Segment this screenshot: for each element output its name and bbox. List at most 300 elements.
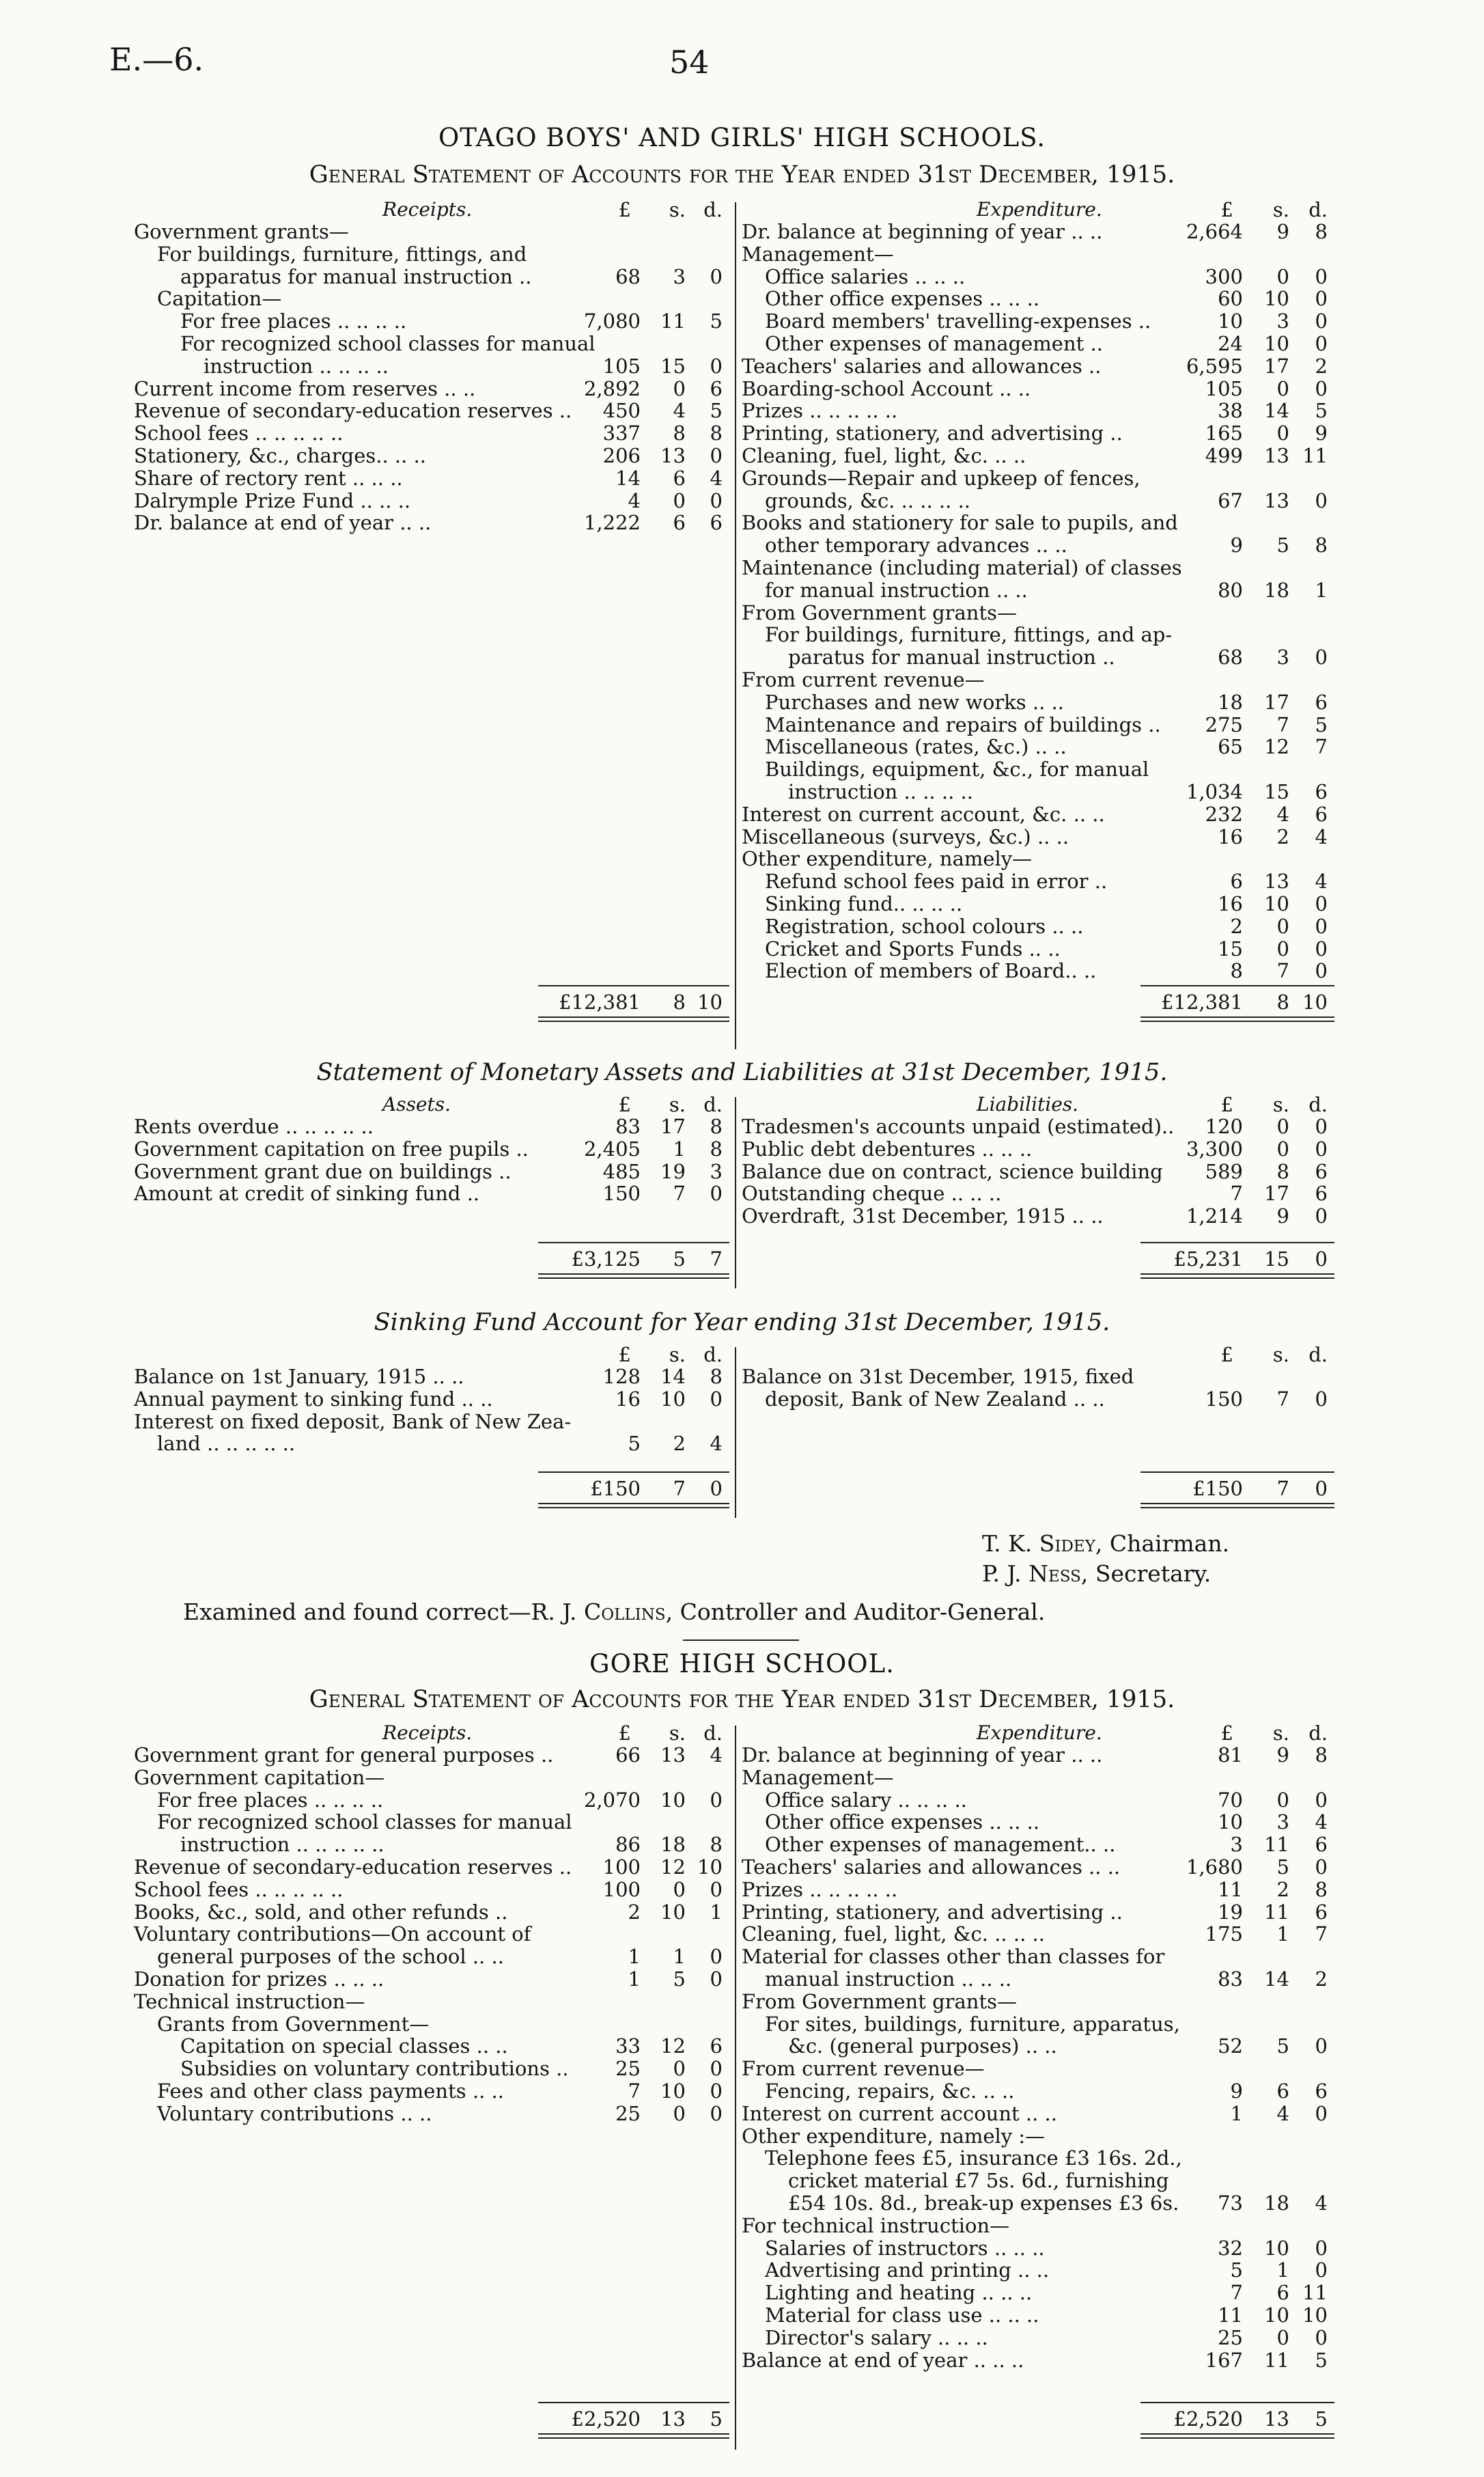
asset-row-pounds: 2,405 [583,1137,641,1161]
sinking-right-total-rule-top [1140,1471,1334,1473]
liabilities-total-rule-double [1140,1277,1334,1279]
gore-receipt-row-pence: 10 [697,1855,723,1879]
gore-expenditure-row-label: Balance at end of year .. .. .. [742,2348,1024,2372]
otago-receipts-total-rule-double [538,1021,729,1022]
otago-expenditure-row-label: Buildings, equipment, &c., for manual [765,758,1149,781]
gore-expenditure-row-pence: 6 [1315,1833,1328,1857]
secretary-name: P. J. Ness, [982,1560,1089,1587]
liabilities-total-rule-bottom [1140,1273,1334,1275]
otago-receipt-row-pounds: 450 [602,399,641,423]
otago-receipt-row-label: School fees .. .. .. .. .. [134,421,344,445]
gore-receipt-row-label: For recognized school classes for manual [157,1810,572,1834]
gore-expenditure-row-label: Printing, stationery, and advertising .. [742,1900,1123,1924]
sinking-left-row-shillings: 14 [660,1365,686,1388]
gore-expenditure-row-shillings: 0 [1276,1788,1289,1812]
gore-expenditure-row-pounds: 175 [1205,1922,1243,1946]
otago-receipt-row-pence: 5 [710,399,723,423]
asset-row-pence: 0 [710,1182,723,1206]
gore-expenditure-row-pence: 8 [1315,1743,1328,1767]
otago-receipt-row-pence: 8 [710,421,723,445]
gore-receipt-row-pounds: 25 [615,2101,641,2125]
otago-expenditure-row-shillings: 15 [1264,780,1289,803]
gore-expenditure-row-pounds: 167 [1205,2348,1243,2372]
otago-expenditure-row-label: Cleaning, fuel, light, &c. .. .. [742,444,1026,467]
gore-expenditure-row-pence: 0 [1315,2101,1328,2125]
gore-receipt-row-label: For free places .. .. .. .. [157,1788,384,1812]
otago-expenditure-row-label: Miscellaneous (surveys, &c.) .. .. [742,825,1069,848]
otago-expenditure-total-rule-double [1140,1021,1334,1022]
otago-receipt-row-shillings: 11 [660,309,686,333]
column-divider [735,1097,736,1288]
otago-receipt-row-label: Current income from reserves .. .. [134,376,476,400]
right-pence-header: d. [1308,198,1328,221]
gore-expenditure-row-shillings: 11 [1264,2348,1289,2372]
gore-receipt-row-shillings: 18 [660,1833,686,1857]
otago-expenditure-row-shillings: 13 [1264,870,1289,894]
gore-receipt-row-pence: 0 [710,1967,723,1991]
otago-receipt-row-shillings: 13 [660,444,686,467]
gore-expenditure-row-label: Management— [742,1765,894,1789]
gore-expenditure-row-label: Interest on current account .. .. [742,2101,1057,2125]
gore-receipt-row-shillings: 12 [660,1855,686,1879]
otago-expenditure-row-label: Dr. balance at beginning of year .. .. [742,220,1103,243]
gore-receipt-row-label: Technical instruction— [134,1989,365,2013]
right-pence-header: d. [1308,1343,1328,1366]
otago-expenditure-total-rule-top [1140,985,1334,986]
otago-expenditure-row-pounds: 15 [1218,937,1243,960]
otago-receipt-row-label: instruction .. .. .. .. [204,354,389,378]
liabilities-total-pounds: £5,231 [1173,1247,1243,1271]
sinking-left-row-pence: 0 [710,1387,723,1411]
otago-expenditure-row-label: Management— [742,242,894,266]
otago-expenditure-row-shillings: 10 [1264,332,1289,355]
assets-total-rule-top [538,1242,729,1243]
asset-row-pounds: 150 [602,1182,641,1206]
secretary-role: Secretary. [1095,1560,1212,1587]
otago-expenditure-row-shillings: 13 [1264,488,1289,512]
gore-receipt-row-pounds: 2,070 [583,1788,641,1812]
right-shillings-header: s. [1272,1721,1289,1745]
gore-receipt-row-pence: 4 [710,1743,723,1767]
otago-expenditure-row-label: Grounds—Repair and upkeep of fences, [742,466,1140,490]
liability-row-pence: 6 [1315,1159,1328,1183]
otago-title: OTAGO BOYS' AND GIRLS' HIGH SCHOOLS. [438,123,1046,152]
left-pence-header: d. [703,1721,723,1745]
gore-expenditure-row-label: £54 10s. 8d., break-up expenses £3 6s. [788,2191,1179,2215]
otago-expenditure-row-label: Printing, stationery, and advertising .. [742,421,1123,445]
otago-expenditure-row-label: Sinking fund.. .. .. .. [765,892,963,915]
otago-receipt-row-label: Revenue of secondary-education reserves .. [134,399,572,423]
otago-receipt-row-label: For free places .. .. .. .. [180,309,407,333]
sinking-left-total-rule-top [538,1471,729,1473]
gore-expenditure-row-label: Material for class use .. .. .. [765,2303,1039,2327]
gore-receipt-row-label: Capitation on special classes .. .. [180,2034,508,2058]
liability-row-label: Overdraft, 31st December, 1915 .. .. [742,1204,1104,1228]
sinking-left-row-shillings: 2 [673,1432,686,1456]
gore-expenditure-row-shillings: 3 [1276,1810,1289,1834]
gore-expenditure-total-pounds: £2,520 [1173,2407,1243,2431]
otago-expenditure-row-pence: 6 [1315,690,1328,714]
otago-receipt-row-label: Stationery, &c., charges.. .. .. [134,444,427,467]
gore-expenditure-row-label: Teachers' salaries and allowances .. .. [742,1855,1121,1879]
gore-receipt-row-label: Subsidies on voluntary contributions .. [180,2057,569,2081]
gore-expenditure-row-pounds: 1 [1230,2101,1243,2125]
otago-expenditure-row-shillings: 17 [1264,354,1289,378]
gore-expenditure-row-label: From Government grants— [742,1989,1018,2013]
asset-row-pence: 8 [710,1137,723,1161]
otago-expenditure-row-label: Prizes .. .. .. .. .. [742,399,898,423]
gore-receipt-row-shillings: 0 [673,2101,686,2125]
liability-row-pence: 0 [1315,1204,1328,1228]
gore-expenditure-total-rule-double [1140,2437,1334,2439]
right-column-heading: Expenditure. [977,198,1102,221]
liability-row-pounds: 3,300 [1186,1137,1243,1161]
otago-receipt-row-pounds: 105 [602,354,641,378]
otago-expenditure-row-pounds: 6,595 [1186,354,1243,378]
otago-expenditure-total-pence: 10 [1302,991,1328,1014]
auditor-name: R. J. Collins, [531,1599,673,1625]
asset-row-label: Rents overdue .. .. .. .. .. [134,1115,374,1138]
otago-expenditure-row-shillings: 4 [1276,802,1289,826]
otago-receipt-row-pounds: 337 [602,421,641,445]
asset-row-pence: 3 [710,1159,723,1183]
gore-receipt-row-shillings: 12 [660,2034,686,2058]
otago-expenditure-row-pounds: 60 [1218,287,1243,311]
otago-expenditure-row-shillings: 7 [1276,712,1289,736]
otago-expenditure-row-pence: 11 [1302,444,1328,467]
gore-receipt-row-pence: 0 [710,2057,723,2081]
otago-expenditure-row-label: Maintenance and repairs of buildings .. [765,712,1161,736]
gore-expenditure-row-label: Other office expenses .. .. .. [765,1810,1040,1834]
otago-expenditure-row-shillings: 18 [1264,578,1289,602]
sinking-left-row-pounds: 128 [602,1365,641,1388]
liability-row-shillings: 9 [1276,1204,1289,1228]
otago-receipt-row-shillings: 0 [673,376,686,400]
chairman-role: Chairman. [1109,1530,1230,1557]
gore-expenditure-total-shillings: 13 [1264,2407,1289,2431]
otago-expenditure-total-pounds: £12,381 [1161,991,1243,1014]
gore-expenditure-row-label: From current revenue— [742,2057,985,2081]
otago-expenditure-row-pounds: 6 [1230,870,1243,894]
gore-expenditure-row-pounds: 11 [1218,1877,1243,1901]
otago-expenditure-row-label: Cricket and Sports Funds .. .. [765,937,1061,960]
liabilities-total-pence: 0 [1315,1247,1328,1271]
gore-expenditure-row-label: Prizes .. .. .. .. .. [742,1877,898,1901]
otago-expenditure-row-pounds: 499 [1205,444,1243,467]
otago-receipt-row-pence: 0 [710,488,723,512]
sinking-left-total-shillings: 7 [673,1477,686,1500]
otago-expenditure-row-pence: 7 [1315,735,1328,759]
gore-expenditure-row-shillings: 9 [1276,1743,1289,1767]
left-pence-header: d. [703,198,723,221]
otago-expenditure-row-pence: 0 [1315,488,1328,512]
otago-receipt-row-shillings: 8 [673,421,686,445]
liability-row-label: Tradesmen's accounts unpaid (estimated).. [742,1115,1175,1138]
gore-expenditure-row-label: Fencing, repairs, &c. .. .. [765,2079,1015,2103]
otago-expenditure-row-pence: 0 [1315,892,1328,915]
gore-expenditure-row-pence: 0 [1315,1855,1328,1879]
gore-expenditure-row-shillings: 10 [1264,2236,1289,2260]
otago-receipt-row-pounds: 7,080 [583,309,641,333]
otago-receipt-row-pence: 5 [710,309,723,333]
otago-subtitle: General Statement of Accounts for the Year ended 31st December, 1915. [309,161,1175,189]
assets-total-rule-double [538,1277,729,1279]
gore-expenditure-row-pence: 4 [1315,2191,1328,2215]
monetary-title: Statement of Monetary Assets and Liabilities at 31st December, 1915. [316,1059,1168,1086]
page-number: 54 [669,44,710,81]
gore-receipt-row-label: Fees and other class payments .. .. [157,2079,504,2103]
gore-receipt-row-pence: 0 [710,1877,723,1901]
gore-expenditure-row-shillings: 11 [1264,1900,1289,1924]
gore-expenditure-row-label: For technical instruction— [742,2213,1010,2237]
gore-receipts-total-rule-bottom [538,2433,729,2435]
report-reference: E.—6. [109,41,204,78]
otago-expenditure-row-label: Books and stationery for sale to pupils, and [742,511,1178,535]
sinking-left-row-pence: 4 [710,1432,723,1456]
left-shillings-header: s. [669,198,686,221]
asset-row-label: Government capitation on free pupils .. [134,1137,529,1161]
gore-expenditure-row-pence: 5 [1315,2348,1328,2372]
gore-receipt-row-label: Voluntary contributions .. .. [157,2101,432,2125]
otago-receipts-total-pence: 10 [697,991,723,1014]
sinking-left-row-pounds: 16 [615,1387,641,1411]
liability-row-shillings: 17 [1264,1182,1289,1206]
gore-receipt-row-shillings: 0 [673,2057,686,2081]
gore-receipt-row-pence: 1 [710,1900,723,1924]
right-pounds-header: £ [1220,1343,1233,1366]
auditor-role: Controller and Auditor-General. [680,1599,1046,1625]
otago-expenditure-row-pounds: 105 [1205,376,1243,400]
gore-expenditure-row-pence: 6 [1315,2079,1328,2103]
gore-expenditure-row-pounds: 5 [1230,2258,1243,2282]
otago-expenditure-row-label: paratus for manual instruction .. [788,646,1115,669]
otago-expenditure-row-pence: 6 [1315,802,1328,826]
gore-receipt-row-label: Voluntary contributions—On account of [134,1922,531,1946]
gore-expenditure-row-shillings: 11 [1264,1833,1289,1857]
gore-expenditure-row-label: cricket material £7 5s. 6d., furnishing [788,2169,1169,2193]
gore-receipt-row-pence: 0 [710,2101,723,2125]
otago-receipt-row-pounds: 14 [615,466,641,490]
otago-receipt-row-label: Dr. balance at end of year .. .. [134,511,432,535]
gore-expenditure-total-rule-bottom [1140,2433,1334,2435]
gore-expenditure-row-label: Cleaning, fuel, light, &c. .. .. .. [742,1922,1045,1946]
otago-accounts-table [0,198,1484,1032]
otago-expenditure-row-pence: 0 [1315,937,1328,960]
sinking-right-row-pence: 0 [1315,1387,1328,1411]
gore-expenditure-row-label: Other expenditure, namely :— [742,2124,1046,2148]
left-column-heading: Assets. [382,1093,451,1116]
sinking-left-row-shillings: 10 [660,1387,686,1411]
otago-expenditure-row-pence: 0 [1315,376,1328,400]
otago-expenditure-row-label: From Government grants— [742,600,1018,624]
gore-accounts-table [0,1721,1484,2459]
gore-receipt-row-pence: 0 [710,2079,723,2103]
otago-expenditure-row-label: Boarding-school Account .. .. [742,376,1031,400]
separator-rule [683,1639,799,1641]
sinking-left-total-rule-bottom [538,1503,729,1504]
gore-expenditure-row-label: Office salary .. .. .. .. [765,1788,967,1812]
asset-row-shillings: 19 [660,1159,686,1183]
otago-expenditure-row-label: Registration, school colours .. .. [765,914,1084,938]
otago-receipt-row-shillings: 0 [673,488,686,512]
otago-expenditure-row-label: Maintenance (including material) of classes [742,556,1182,579]
gore-expenditure-row-shillings: 5 [1276,1855,1289,1879]
otago-expenditure-row-shillings: 0 [1276,914,1289,938]
gore-receipt-row-label: Donation for prizes .. .. .. [134,1967,384,1991]
gore-expenditure-row-shillings: 1 [1276,1922,1289,1946]
gore-expenditure-row-pence: 0 [1315,2034,1328,2058]
gore-receipt-row-label: general purposes of the school .. .. [157,1945,504,1969]
gore-expenditure-row-pence: 7 [1315,1922,1328,1946]
otago-expenditure-row-shillings: 10 [1264,287,1289,311]
gore-expenditure-row-pounds: 19 [1218,1900,1243,1924]
otago-receipt-row-pounds: 1,222 [583,511,641,535]
column-divider [735,202,736,1049]
otago-expenditure-row-label: Other expenditure, namely— [742,847,1033,871]
asset-row-shillings: 7 [673,1182,686,1206]
otago-expenditure-row-shillings: 0 [1276,376,1289,400]
asset-row-pence: 8 [710,1115,723,1138]
right-shillings-header: s. [1272,1343,1289,1366]
gore-receipts-total-pounds: £2,520 [571,2407,641,2431]
otago-expenditure-row-label: Other office expenses .. .. .. [765,287,1040,311]
gore-expenditure-row-shillings: 0 [1276,2325,1289,2349]
gore-receipt-row-pounds: 25 [615,2057,641,2081]
gore-expenditure-row-pounds: 3 [1230,1833,1243,1857]
gore-receipt-row-pounds: 1 [628,1967,641,1991]
gore-expenditure-total-rule-top [1140,2402,1334,2403]
liability-row-shillings: 0 [1276,1115,1289,1138]
otago-expenditure-row-shillings: 14 [1264,399,1289,423]
gore-expenditure-row-shillings: 4 [1276,2101,1289,2125]
gore-receipt-row-label: instruction .. .. .. .. .. [180,1833,384,1857]
otago-expenditure-row-label: Miscellaneous (rates, &c.) .. .. [765,735,1067,759]
gore-expenditure-row-pence: 0 [1315,2325,1328,2349]
gore-expenditure-row-pence: 8 [1315,1877,1328,1901]
gore-receipt-row-pounds: 2 [628,1900,641,1924]
gore-receipt-row-pence: 6 [710,2034,723,2058]
otago-receipts-total-pounds: £12,381 [559,991,641,1014]
otago-expenditure-row-label: Interest on current account, &c. .. .. [742,802,1105,826]
secretary-signature [982,1560,1211,1587]
assets-total-rule-bottom [538,1273,729,1275]
gore-receipt-row-shillings: 10 [660,2079,686,2103]
otago-expenditure-row-shillings: 12 [1264,735,1289,759]
otago-expenditure-row-pence: 0 [1315,309,1328,333]
otago-expenditure-row-label: for manual instruction .. .. [765,578,1028,602]
gore-receipt-row-pounds: 86 [615,1833,641,1857]
otago-expenditure-row-shillings: 0 [1276,937,1289,960]
left-pence-header: d. [703,1343,723,1366]
otago-receipt-row-pence: 0 [710,444,723,467]
otago-receipt-row-pence: 0 [710,354,723,378]
gore-expenditure-row-pence: 2 [1315,1967,1328,1991]
left-shillings-header: s. [669,1093,686,1116]
gore-receipt-row-label: School fees .. .. .. .. .. [134,1877,344,1901]
gore-expenditure-row-label: Dr. balance at beginning of year .. .. [742,1743,1103,1767]
assets-total-shillings: 5 [673,1247,686,1271]
otago-expenditure-row-pounds: 67 [1218,488,1243,512]
otago-expenditure-row-shillings: 2 [1276,825,1289,848]
otago-expenditure-row-pence: 0 [1315,287,1328,311]
liability-row-label: Outstanding cheque .. .. .. [742,1182,1002,1206]
sinking-right-row-pounds: 150 [1205,1387,1243,1411]
otago-receipt-row-shillings: 4 [673,399,686,423]
sinking-left-row-pounds: 5 [628,1432,641,1456]
otago-expenditure-row-shillings: 13 [1264,444,1289,467]
gore-receipt-row-pence: 8 [710,1833,723,1857]
otago-receipt-row-shillings: 6 [673,466,686,490]
otago-expenditure-row-label: Refund school fees paid in error .. [765,870,1108,894]
otago-expenditure-row-pounds: 68 [1218,646,1243,669]
column-divider [735,1726,736,2450]
liability-row-pence: 0 [1315,1137,1328,1161]
gore-expenditure-row-pence: 0 [1315,2236,1328,2260]
gore-expenditure-row-label: Advertising and printing .. .. [765,2258,1050,2282]
otago-expenditure-row-pounds: 16 [1218,825,1243,848]
gore-expenditure-row-pence: 6 [1315,1900,1328,1924]
gore-receipts-total-pence: 5 [710,2407,723,2431]
otago-expenditure-row-label: From current revenue— [742,668,985,691]
otago-expenditure-row-pence: 5 [1315,712,1328,736]
sinking-right-total-shillings: 7 [1276,1477,1289,1500]
sinking-left-row-label: Interest on fixed deposit, Bank of New Zea- [134,1409,572,1433]
asset-row-shillings: 17 [660,1115,686,1138]
gore-expenditure-row-label: For sites, buildings, furniture, apparatus, [765,2012,1180,2036]
gore-expenditure-row-label: Salaries of instructors .. .. .. [765,2236,1045,2260]
otago-expenditure-row-pence: 8 [1315,220,1328,243]
otago-receipt-row-label: Capitation— [157,287,282,311]
otago-receipt-row-pounds: 4 [628,488,641,512]
gore-expenditure-row-pence: 11 [1302,2281,1328,2305]
right-shillings-header: s. [1272,1093,1289,1116]
gore-expenditure-row-pounds: 52 [1218,2034,1243,2058]
left-shillings-header: s. [669,1721,686,1745]
gore-expenditure-row-pence: 10 [1302,2303,1328,2327]
gore-expenditure-row-label: Director's salary .. .. .. [765,2325,988,2349]
otago-expenditure-row-label: instruction .. .. .. .. [788,780,973,803]
otago-expenditure-row-shillings: 5 [1276,534,1289,557]
right-shillings-header: s. [1272,198,1289,221]
sinking-left-total-rule-double [538,1507,729,1508]
gore-expenditure-row-pence: 4 [1315,1810,1328,1834]
otago-expenditure-row-pounds: 16 [1218,892,1243,915]
sinking-right-total-pounds: £150 [1192,1477,1243,1500]
otago-expenditure-row-shillings: 9 [1276,220,1289,243]
otago-receipt-row-pounds: 206 [602,444,641,467]
otago-expenditure-row-label: other temporary advances .. .. [765,534,1067,557]
otago-expenditure-row-pence: 5 [1315,399,1328,423]
otago-expenditure-row-pounds: 65 [1218,735,1243,759]
gore-receipt-row-label: Grants from Government— [157,2012,430,2036]
otago-expenditure-total-shillings: 8 [1276,991,1289,1014]
gore-expenditure-row-pounds: 70 [1218,1788,1243,1812]
gore-expenditure-row-shillings: 1 [1276,2258,1289,2282]
otago-expenditure-row-label: Teachers' salaries and allowances .. [742,354,1102,378]
gore-expenditure-row-pounds: 81 [1218,1743,1243,1767]
gore-expenditure-row-shillings: 18 [1264,2191,1289,2215]
gore-receipt-row-shillings: 10 [660,1900,686,1924]
otago-receipts-total-rule-bottom [538,1016,729,1018]
gore-expenditure-row-pounds: 10 [1218,1810,1243,1834]
right-pounds-header: £ [1220,1721,1233,1745]
otago-expenditure-row-pence: 0 [1315,264,1328,288]
otago-expenditure-row-pence: 8 [1315,534,1328,557]
otago-expenditure-row-pence: 2 [1315,354,1328,378]
otago-expenditure-row-pounds: 24 [1218,332,1243,355]
liability-row-pence: 0 [1315,1115,1328,1138]
otago-receipt-row-pounds: 68 [615,264,641,288]
